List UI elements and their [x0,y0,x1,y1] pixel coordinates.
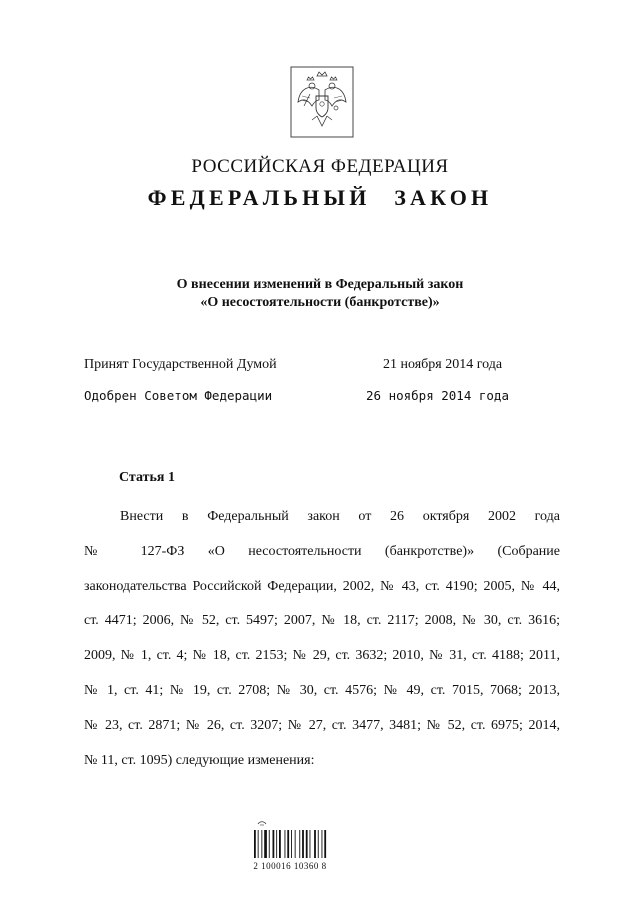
duma-adoption-date: 21 ноября 2014 года [383,357,503,372]
law-title-line: О внесении изменений в Федеральный закон [176,277,464,292]
article-body [84,500,560,778]
council-approval-date: 26 ноября 2014 года [366,388,509,403]
article-line: № 23, ст. 2871; № 26, ст. 3207; № 27, ст. 3477, 3481; № 52, ст. 6975; 2014, [84,717,560,733]
article-line: законодательства Российской Федерации, 2002, № 43, ст. 4190; 2005, № 44, [84,578,560,594]
country-name: РОССИЙСКАЯ ФЕДЕРАЦИЯ [191,156,449,177]
barcode-icon [250,818,332,860]
duma-adoption-label: Принят Государственной Думой [84,357,277,372]
article-line: № 11, ст. 1095) следующие изменения: [84,752,315,768]
article-line: № 127-ФЗ «О несостоятельности (банкротстве)» (Собрание [84,543,560,559]
law-title [0,276,640,312]
article-line: 2009, № 1, ст. 4; № 18, ст. 2153; № 29, ст. 3632; 2010, № 31, ст. 4188; 2011, [84,648,560,664]
barcode-number: 2 100016 10360 8 [253,861,327,871]
article-line: № 1, ст. 41; № 19, ст. 2708; № 30, ст. 4576; № 49, ст. 7015, 7068; 2013, [84,682,560,698]
law-type-heading: ФЕДЕРАЛЬНЫЙ ЗАКОН [147,185,493,210]
article-line: ст. 4471; 2006, № 52, ст. 5497; 2007, № 18, ст. 2117; 2008, № 30, ст. 3616; [84,613,560,629]
article-heading: Статья 1 [119,470,175,485]
coat-of-arms-icon [290,66,354,138]
article-line: Внести в Федеральный закон от 26 октября 2002 года [120,509,560,524]
law-title-line: «О несостоятельности (банкротстве)» [200,295,440,310]
council-approval-label: Одобрен Советом Федерации [84,388,273,403]
